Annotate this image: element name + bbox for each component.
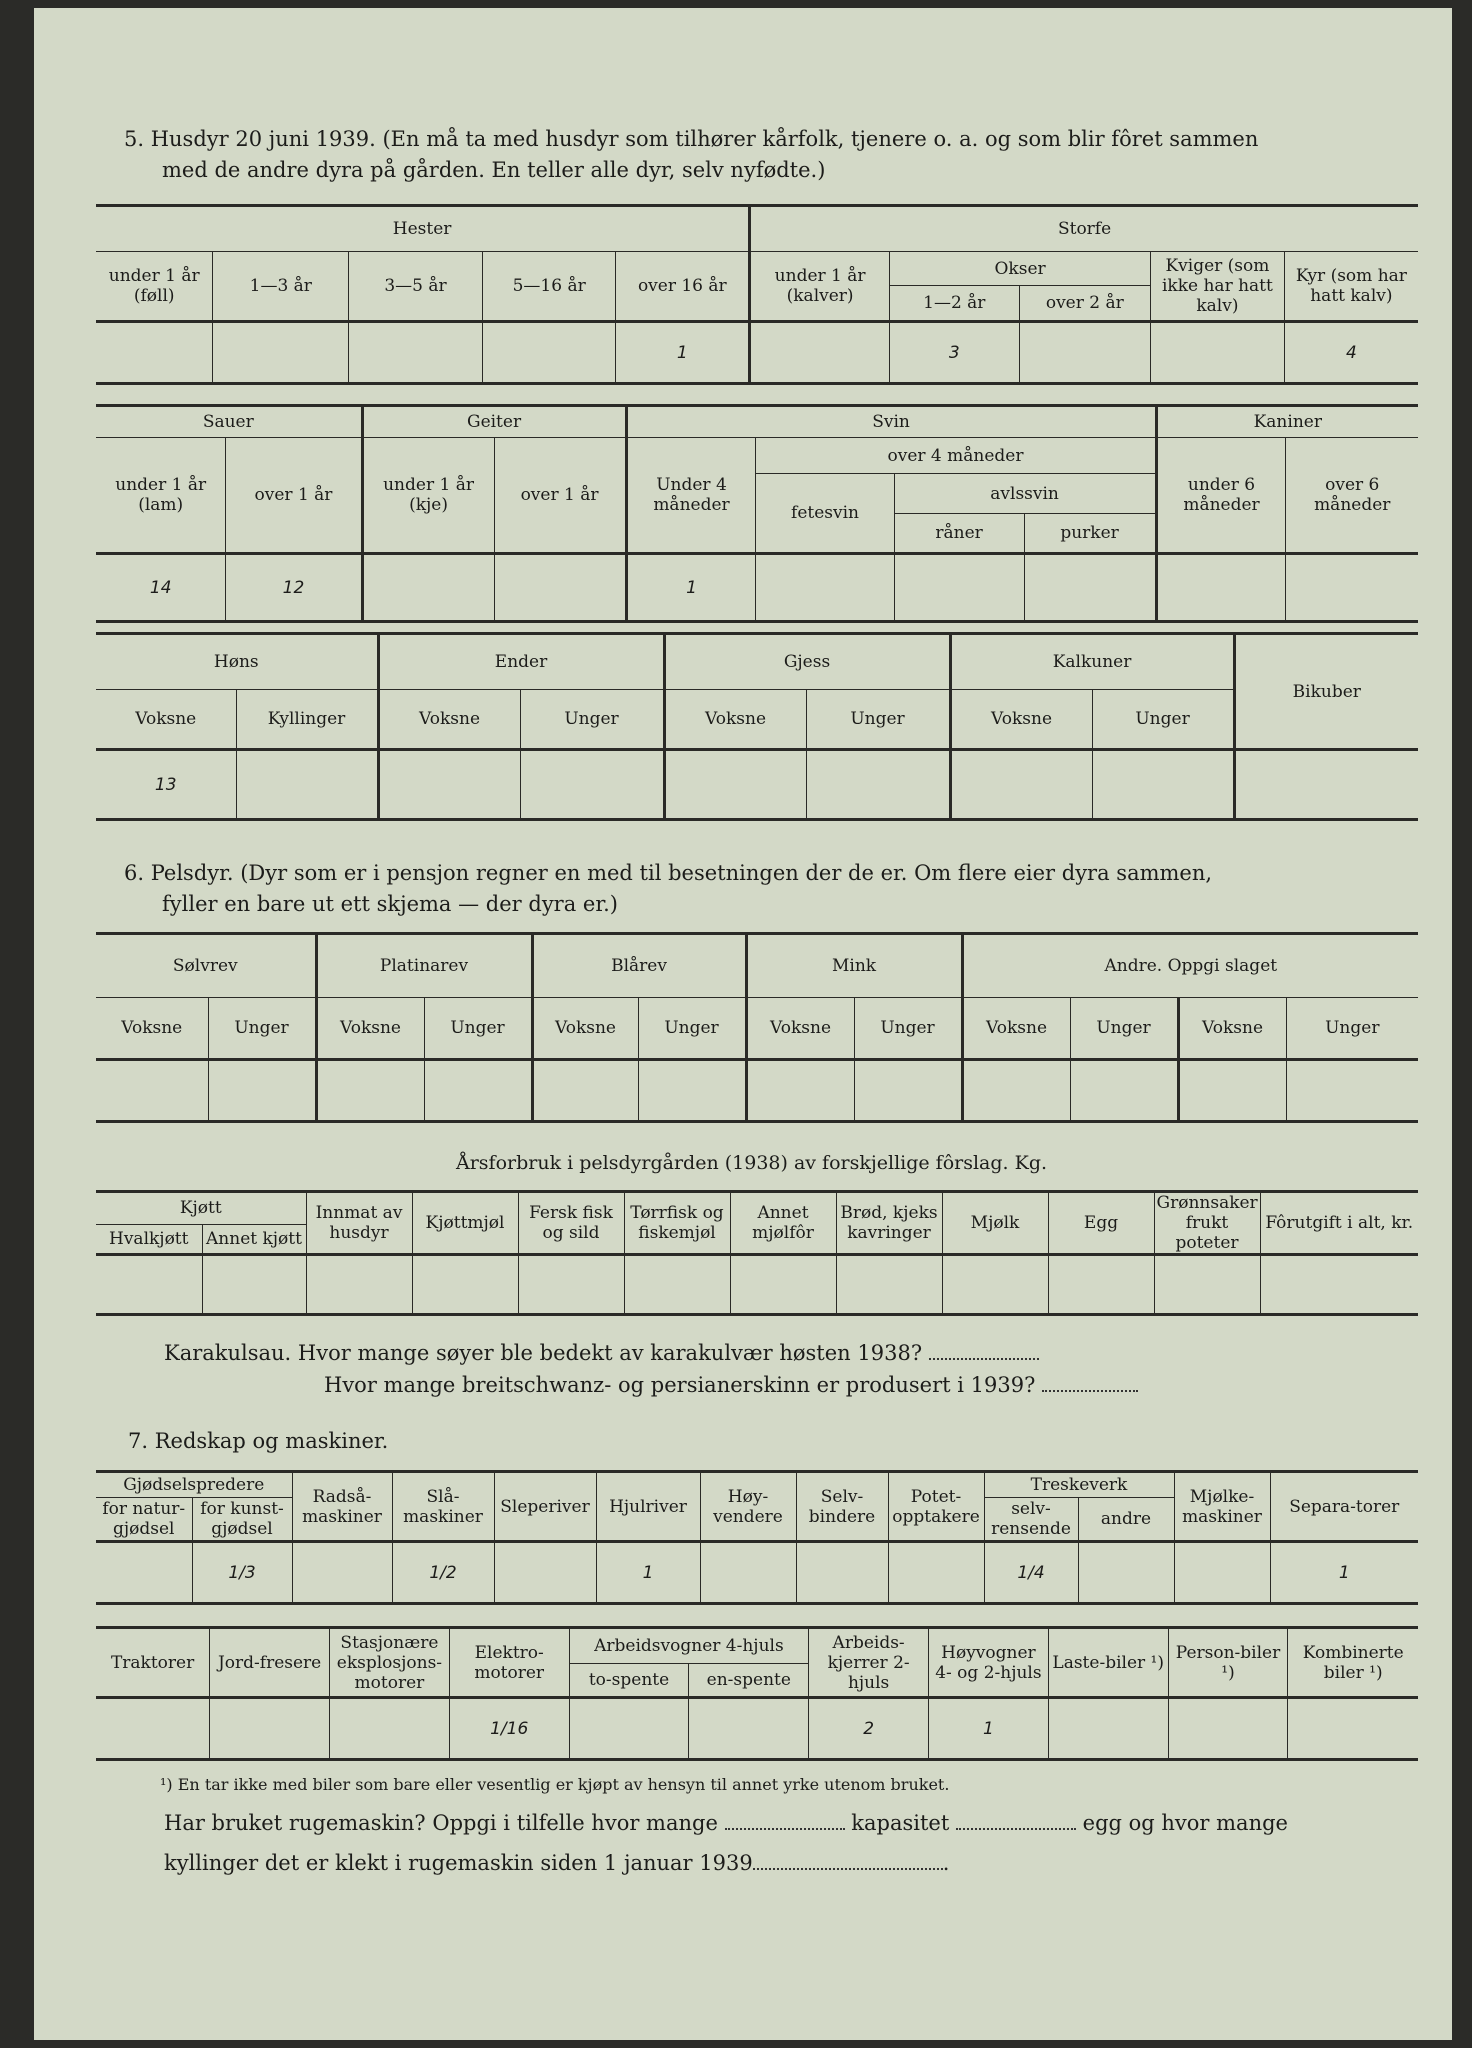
wheel-rakes-header: Hjulriver xyxy=(596,1472,700,1542)
one-horse-value xyxy=(689,1698,809,1760)
lambs-value: 14 xyxy=(96,554,226,622)
other-fur-header: Andre. Oppgi slaget xyxy=(962,934,1418,998)
natural-fertilizer-value xyxy=(96,1542,192,1604)
cows-value: 4 xyxy=(1284,322,1418,384)
horses-3-5-value xyxy=(349,322,483,384)
sows-header: purker xyxy=(1024,514,1156,554)
beehives-value xyxy=(1234,750,1418,820)
seed-drills-value xyxy=(292,1542,392,1604)
platinum-fox-header: Platinarev xyxy=(316,934,532,998)
sows-value xyxy=(1024,554,1156,622)
oxen-header: Okser xyxy=(890,252,1151,286)
binders-value xyxy=(796,1542,888,1604)
mowers-value: 1/2 xyxy=(392,1542,494,1604)
other-meal-header: Annet mjølfôr xyxy=(730,1192,836,1255)
other2-adult-header: Voksne xyxy=(1178,998,1286,1060)
turkeys-young-value xyxy=(1092,750,1234,820)
bread-header: Brød, kjeks kavringer xyxy=(836,1192,942,1255)
separators-value: 1 xyxy=(1270,1542,1418,1604)
wheel-rakes-value: 1 xyxy=(596,1542,700,1604)
drag-rakes-value xyxy=(494,1542,596,1604)
breeding-pigs-header: avlssvin xyxy=(894,474,1156,514)
karakul-question-1: Karakulsau. Hvor mange søyer ble bedekt av karakulvær høsten 1938? xyxy=(164,1338,1039,1368)
drag-rakes-header: Sleperiver xyxy=(494,1472,596,1542)
horses-over16-header: over 16 år xyxy=(616,252,750,322)
electric-motors-header: Elektro-motorer xyxy=(449,1628,569,1698)
milking-machines-header: Mjølke-maskiner xyxy=(1174,1472,1270,1542)
cows-header: Kyr (som har hatt kalv) xyxy=(1284,252,1418,322)
tillers-value xyxy=(210,1698,330,1760)
feed-consumption-title: Årsforbruk i pelsdyrgården (1938) av forskjellige fôrslag. Kg. xyxy=(456,1152,1048,1174)
hens-adult-header: Voksne xyxy=(96,690,236,750)
foals-value xyxy=(96,322,213,384)
silver-fox-header: Sølvrev xyxy=(96,934,316,998)
horses-1-3-value xyxy=(213,322,349,384)
other-threshers-header: andre xyxy=(1078,1498,1174,1542)
hens-header: Høns xyxy=(96,634,378,690)
potato-diggers-value xyxy=(888,1542,984,1604)
blue-fox-young-header: Unger xyxy=(638,998,746,1060)
geese-adult-value xyxy=(664,750,806,820)
fattening-pigs-header: fetesvin xyxy=(756,474,894,554)
stationary-engines-value xyxy=(330,1698,450,1760)
rabbits-over6-header: over 6 måneder xyxy=(1286,438,1418,554)
ducks-adult-header: Voksne xyxy=(378,690,520,750)
ducks-young-value xyxy=(520,750,664,820)
cattle-header: Storfe xyxy=(750,206,1418,252)
section6-heading: 6. Pelsdyr. (Dyr som er i pensjon regner en med til besetningen der de er. Om flere eier dyra sammen, xyxy=(124,861,1213,885)
silver-fox-adult-header: Voksne xyxy=(96,998,208,1060)
cars-header: Person-biler ¹) xyxy=(1168,1628,1288,1698)
kids-header: under 1 år (kje) xyxy=(362,438,494,554)
hay-wagons-value: 1 xyxy=(929,1698,1049,1760)
two-horse-header: to-spente xyxy=(569,1664,689,1698)
sheep-over1-value: 12 xyxy=(226,554,362,622)
trucks-value xyxy=(1048,1698,1168,1760)
other-threshers-value xyxy=(1078,1542,1174,1604)
work-carts-value: 2 xyxy=(809,1698,929,1760)
hay-wagons-header: Høyvogner 4- og 2-hjuls xyxy=(929,1628,1049,1698)
silver-fox-young-header: Unger xyxy=(208,998,316,1060)
horses-header: Hester xyxy=(96,206,750,252)
fresh-fish-header: Fersk fisk og sild xyxy=(518,1192,624,1255)
pigs-under4-value: 1 xyxy=(626,554,756,622)
pigs-over4-header: over 4 måneder xyxy=(756,438,1156,474)
census-form-page xyxy=(34,8,1452,2040)
separators-header: Separa-torer xyxy=(1270,1472,1418,1542)
horses-5-16-value xyxy=(482,322,616,384)
combined-vehicles-value xyxy=(1288,1698,1418,1760)
platinum-fox-young-header: Unger xyxy=(424,998,532,1060)
whale-meat-header: Hvalkjøtt xyxy=(96,1224,202,1254)
rabbits-over6-value xyxy=(1286,554,1418,622)
pigs-under4-header: Under 4 måneder xyxy=(626,438,756,554)
sheep-goats-pigs-table xyxy=(96,404,1418,623)
vegetables-header: Grønnsaker frukt poteter xyxy=(1154,1192,1260,1255)
milking-machines-value xyxy=(1174,1542,1270,1604)
heifers-value xyxy=(1151,322,1285,384)
other-meat-header: Annet kjøtt xyxy=(202,1224,306,1254)
one-horse-header: en-spente xyxy=(689,1664,809,1698)
lambs-header: under 1 år (lam) xyxy=(96,438,226,554)
tractors-value xyxy=(96,1698,210,1760)
tillers-header: Jord-freserе xyxy=(210,1628,330,1698)
rabbits-under6-value xyxy=(1156,554,1286,622)
trucks-header: Laste-biler ¹) xyxy=(1048,1628,1168,1698)
section5-subheading: med de andre dyra på gården. En teller alle dyr, selv nyfødte.) xyxy=(162,158,826,182)
geese-young-value xyxy=(806,750,950,820)
ducks-adult-value xyxy=(378,750,520,820)
work-wagons-header: Arbeidsvogner 4-hjuls xyxy=(569,1628,809,1664)
two-horse-value xyxy=(569,1698,689,1760)
equipment-table-2 xyxy=(96,1626,1418,1761)
turkeys-header: Kalkuner xyxy=(950,634,1234,690)
section7-heading: 7. Redskap og maskiner. xyxy=(128,1429,389,1453)
kids-value xyxy=(362,554,494,622)
mink-header: Mink xyxy=(746,934,962,998)
rabbits-header: Kaniner xyxy=(1156,406,1418,438)
meat-meal-header: Kjøttmjøl xyxy=(412,1192,518,1255)
combined-vehicles-header: Kombinerte biler ¹) xyxy=(1288,1628,1418,1698)
electric-motors-value: 1/16 xyxy=(449,1698,569,1760)
feed-consumption-table xyxy=(96,1190,1418,1316)
oxen-1-2-header: 1—2 år xyxy=(890,286,1019,322)
blue-fox-adult-header: Voksne xyxy=(532,998,638,1060)
boars-value xyxy=(894,554,1024,622)
sheep-header: Sauer xyxy=(96,406,362,438)
artificial-fertilizer-value: 1/3 xyxy=(192,1542,292,1604)
calves-value xyxy=(750,322,890,384)
goats-over1-header: over 1 år xyxy=(494,438,626,554)
hens-adult-value: 13 xyxy=(96,750,236,820)
ducks-young-header: Unger xyxy=(520,690,664,750)
ducks-header: Ender xyxy=(378,634,664,690)
equipment-table-1 xyxy=(96,1470,1418,1605)
seed-drills-header: Radså-maskiner xyxy=(292,1472,392,1542)
incubator-question-2: kyllinger det er klekt i rugemaskin siden 1 januar 1939 . xyxy=(164,1851,950,1875)
hay-tedders-value xyxy=(700,1542,796,1604)
turkeys-young-header: Unger xyxy=(1092,690,1234,750)
work-carts-header: Arbeids-kjerrer 2-hjuls xyxy=(809,1628,929,1698)
horses-1-3-header: 1—3 år xyxy=(213,252,349,322)
geese-young-header: Unger xyxy=(806,690,950,750)
geese-adult-header: Voksne xyxy=(664,690,806,750)
turkeys-adult-value xyxy=(950,750,1092,820)
cars-value xyxy=(1168,1698,1288,1760)
mink-young-header: Unger xyxy=(854,998,962,1060)
egg-header: Egg xyxy=(1048,1192,1154,1255)
spreaders-header: Gjødselspredere xyxy=(96,1472,292,1498)
other2-young-header: Unger xyxy=(1286,998,1418,1060)
mink-adult-header: Voksne xyxy=(746,998,854,1060)
horses-5-16-header: 5—16 år xyxy=(482,252,616,322)
horses-3-5-header: 3—5 år xyxy=(349,252,483,322)
tractors-header: Traktorer xyxy=(96,1628,210,1698)
dried-fish-header: Tørrfisk og fiskemjøl xyxy=(624,1192,730,1255)
feed-cost-header: Fôrutgift i alt, kr. xyxy=(1260,1192,1418,1255)
fur-animals-table xyxy=(96,932,1418,1123)
other1-young-header: Unger xyxy=(1070,998,1178,1060)
binders-header: Selv-bindere xyxy=(796,1472,888,1542)
foals-header: under 1 år (føll) xyxy=(96,252,213,322)
goats-over1-value xyxy=(494,554,626,622)
geese-header: Gjess xyxy=(664,634,950,690)
fattening-pigs-value xyxy=(756,554,894,622)
blue-fox-header: Blårev xyxy=(532,934,746,998)
incubator-question-1: Har bruket rugemaskin? Oppgi i tilfelle hvor mange kapasitet egg og hvor mange xyxy=(164,1811,1288,1835)
mowers-header: Slå-maskiner xyxy=(392,1472,494,1542)
horses-over16-value: 1 xyxy=(616,322,750,384)
beehives-header: Bikuber xyxy=(1234,634,1418,750)
calves-header: under 1 år (kalver) xyxy=(750,252,890,322)
self-cleaning-header: selv-rensende xyxy=(984,1498,1078,1542)
karakul-question-2: Hvor mange breitschwanz- og persianerskinn er produsert i 1939? xyxy=(324,1370,1138,1400)
section6-subheading: fyller en bare ut ett skjema — der dyra er.) xyxy=(162,892,618,916)
chickens-value xyxy=(236,750,378,820)
potato-diggers-header: Potet-opptakere xyxy=(888,1472,984,1542)
milk-header: Mjølk xyxy=(942,1192,1048,1255)
pigs-header: Svin xyxy=(626,406,1156,438)
offal-header: Innmat av husdyr xyxy=(306,1192,412,1255)
horses-cattle-table xyxy=(96,204,1418,385)
other1-adult-header: Voksne xyxy=(962,998,1070,1060)
oxen-over2-header: over 2 år xyxy=(1019,286,1151,322)
natural-fertilizer-header: for natur-gjødsel xyxy=(96,1498,192,1542)
poultry-table xyxy=(96,632,1418,821)
self-cleaning-value: 1/4 xyxy=(984,1542,1078,1604)
section5-heading: 5. Husdyr 20 juni 1939. (En må ta med husdyr som tilhører kårfolk, tjenere o. a. og som blir fôret sammen xyxy=(124,127,1259,151)
meat-header: Kjøtt xyxy=(96,1192,306,1225)
threshers-header: Treskeverk xyxy=(984,1472,1174,1498)
oxen-1-2-value: 3 xyxy=(890,322,1019,384)
artificial-fertilizer-header: for kunst-gjødsel xyxy=(192,1498,292,1542)
goats-header: Geiter xyxy=(362,406,626,438)
footnote: ¹) En tar ikke med biler som bare eller vesentlig er kjøpt av hensyn til annet yrke utenom bruket. xyxy=(160,1775,950,1794)
stationary-engines-header: Stasjonære eksplosjons-motorer xyxy=(330,1628,450,1698)
oxen-over2-value xyxy=(1019,322,1151,384)
boars-header: råner xyxy=(894,514,1024,554)
rabbits-under6-header: under 6 måneder xyxy=(1156,438,1286,554)
turkeys-adult-header: Voksne xyxy=(950,690,1092,750)
hay-tedders-header: Høy-vendere xyxy=(700,1472,796,1542)
platinum-fox-adult-header: Voksne xyxy=(316,998,424,1060)
heifers-header: Kviger (som ikke har hatt kalv) xyxy=(1151,252,1285,322)
chickens-header: Kyllinger xyxy=(236,690,378,750)
sheep-over1-header: over 1 år xyxy=(226,438,362,554)
